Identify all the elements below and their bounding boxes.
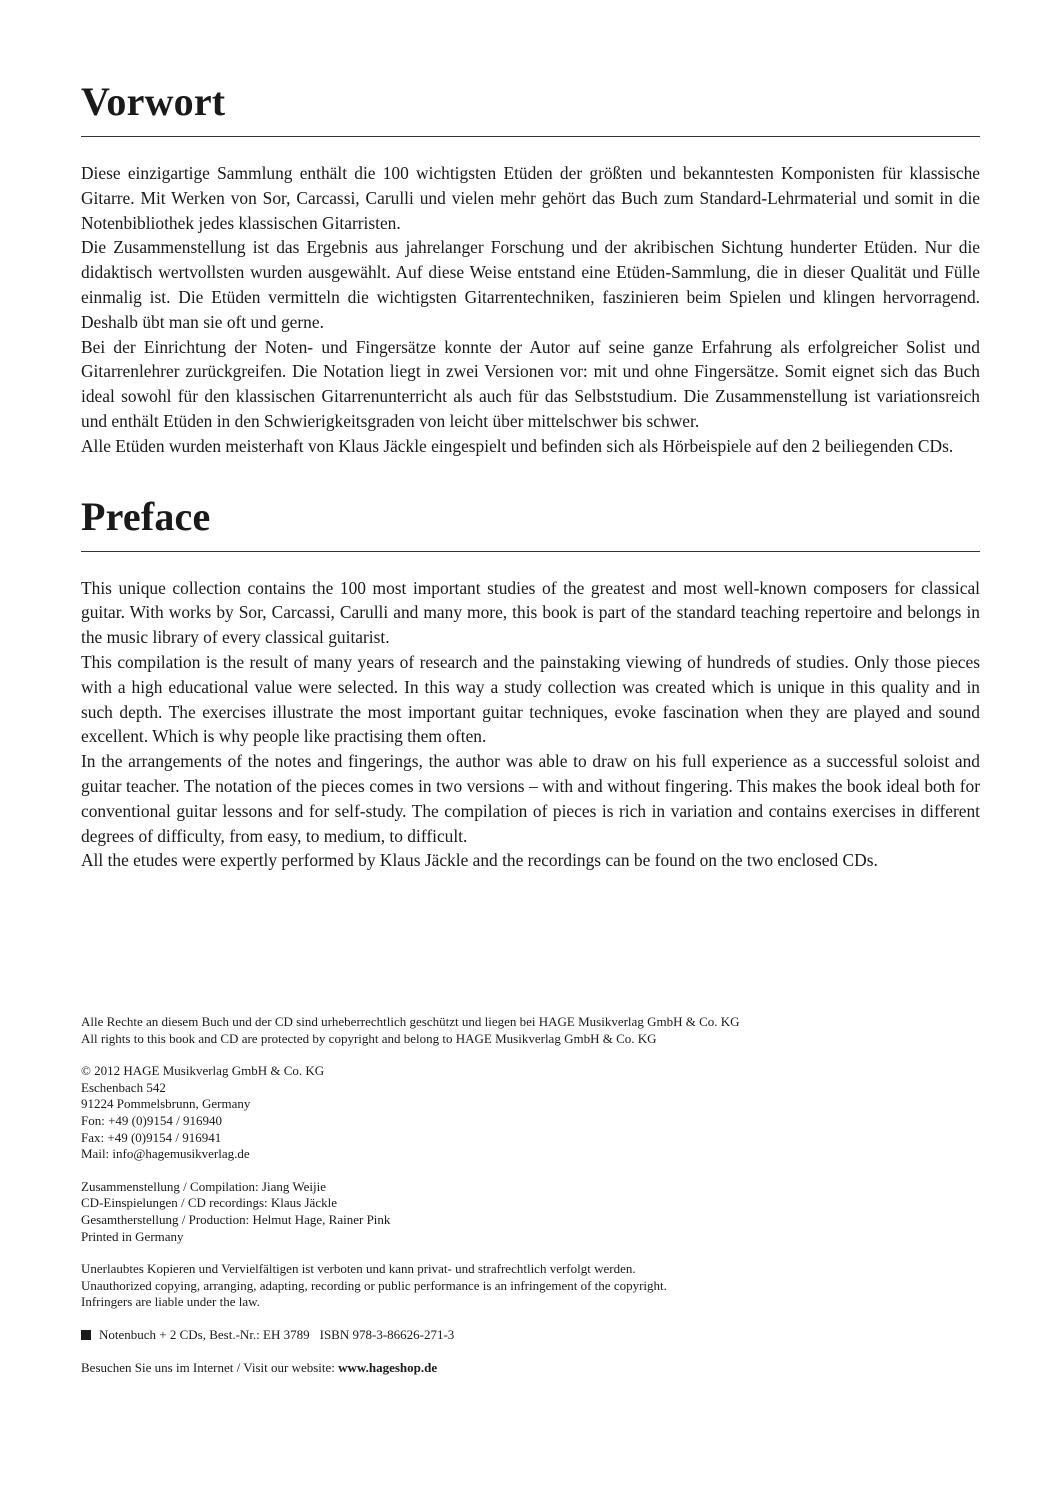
preface-title: Preface xyxy=(81,493,211,539)
copyright-notice xyxy=(81,1014,980,1047)
order-number: Notenbuch + 2 CDs, Best.-Nr.: EH 3789 xyxy=(99,1326,310,1342)
publisher-line: Fax: +49 (0)9154 / 916941 xyxy=(81,1129,222,1145)
website-line xyxy=(81,1360,980,1377)
publisher-line: 91224 Pommelsbrunn, Germany xyxy=(81,1096,251,1112)
order-info xyxy=(81,1327,980,1344)
preface-paragraph: This compilation is the result of many years of research and the painstaking viewing of hundreds of studies. Only those pieces with a high educational value were selected. In this way a study collection was created which is unique in this quality and in such depth. The exercises illustrate the most important guitar techniques, evoke fascination when they are played and sound excellent. Which is why people like practising them often. xyxy=(81,651,980,747)
page-content xyxy=(81,72,980,873)
vorwort-paragraph: Bei der Einrichtung der Noten- und Fingersätze konnte der Autor auf seine ganze Erfahrung als erfolgreicher Solist und Gitarrenlehrer zurückgreifen. Die Notation liegt in zwei Versionen vor: mit und ohne Fingersätze. Somit eignet sich das Buch ideal sowohl für den klassischen Gitarrenunterricht als auch für das Selbststudium. Die Zusammenstellung ist variationsreich und enthält Etüden in den Schwierigkeitsgraden von leicht über mittelschwer bis schwer. xyxy=(81,336,980,431)
website-link[interactable]: www.hageshop.de xyxy=(338,1359,438,1375)
preface-paragraph: All the etudes were expertly performed by Klaus Jäckle and the recordings can be found on the two enclosed CDs. xyxy=(81,850,878,871)
vorwort-paragraph: Alle Etüden wurden meisterhaft von Klaus Jäckle eingespielt und befinden sich als Hörbeispiele auf den 2 beiliegenden CDs. xyxy=(81,435,954,456)
rights-line-en: All rights to this book and CD are protected by copyright and belong to HAGE Musikverlag GmbH & Co. KG xyxy=(81,1030,657,1046)
preface-section xyxy=(81,493,980,874)
preface-paragraph: This unique collection contains the 100 most important studies of the greatest and most well-known composers for classical guitar. With works by Sor, Carcassi, Carulli and many more, this book is part of the standard teaching repertoire and belongs in the music library of every classical guitarist. xyxy=(81,577,980,648)
publisher-email: Mail: info@hagemusikverlag.de xyxy=(81,1146,250,1162)
vorwort-section xyxy=(81,78,980,459)
vorwort-paragraph: Diese einzigartige Sammlung enthält die 100 wichtigsten Etüden der größten und bekanntesten Komponisten für klassische Gitarre. Mit Werken von Sor, Carcassi, Carulli und vielen mehr gehört das Buch zum Standard-Lehrmaterial und somit in die Notenbibliothek jedes klassischen Gitarristen. xyxy=(81,163,980,233)
order-info-line xyxy=(81,1327,980,1344)
rights-line-de: Alle Rechte an diesem Buch und der CD sind urheberrechtlich geschützt und liegen bei HAGE Musikverlag GmbH & Co. KG xyxy=(81,1014,740,1029)
vorwort-divider xyxy=(81,136,980,137)
credit-line: Printed in Germany xyxy=(81,1228,184,1244)
credit-line: Zusammenstellung / Compilation: Jiang Weijie xyxy=(81,1178,326,1194)
vorwort-body xyxy=(81,161,980,459)
warning-line: Infringers are liable under the law. xyxy=(81,1294,260,1310)
publisher-address xyxy=(81,1063,980,1163)
publisher-line: Eschenbach 542 xyxy=(81,1079,166,1095)
vorwort-title: Vorwort xyxy=(81,79,226,124)
warning-line: Unauthorized copying, arranging, adapting, recording or public performance is an infringement of the copyright. xyxy=(81,1277,667,1293)
legal-imprint xyxy=(81,1014,980,1392)
credit-line: CD-Einspielungen / CD recordings: Klaus Jäckle xyxy=(81,1195,337,1211)
preface-body xyxy=(81,576,980,874)
website-info xyxy=(81,1360,980,1377)
preface-divider xyxy=(81,551,980,552)
warning-line: Unerlaubtes Kopieren und Vervielfältigen ist verboten und kann privat- und strafrechtlich verfolgt werden. xyxy=(81,1261,636,1277)
square-bullet-icon xyxy=(81,1330,91,1340)
credits xyxy=(81,1179,980,1245)
isbn: ISBN 978-3-86626-271-3 xyxy=(319,1326,455,1342)
website-label: Besuchen Sie uns im Internet / Visit our website: xyxy=(81,1359,335,1375)
vorwort-paragraph: Die Zusammenstellung ist das Ergebnis aus jahrelanger Forschung und der akribischen Sichtung hunderter Etüden. Nur die didaktisch wertvollsten wurden ausgewählt. Auf diese Weise entstand eine Etüden-Sammlung, die in dieser Qualität und Fülle einmalig ist. Die Etüden vermitteln die wichtigsten Gitarrentechniken, faszinieren beim Spielen und klingen hervorragend. Deshalb übt man sie oft und gerne. xyxy=(81,237,980,332)
credit-line: Gesamtherstellung / Production: Helmut Hage, Rainer Pink xyxy=(81,1211,391,1227)
publisher-line: © 2012 HAGE Musikverlag GmbH & Co. KG xyxy=(81,1063,325,1079)
publisher-line: Fon: +49 (0)9154 / 916940 xyxy=(81,1112,222,1128)
preface-paragraph: In the arrangements of the notes and fingerings, the author was able to draw on his full experience as a successful soloist and guitar teacher. The notation of the pieces comes in two versions – with and without fingering. This makes the book ideal both for conventional guitar lessons and for self-study. The compilation of pieces is rich in variation and contains exercises in different degrees of difficulty, from easy, to medium, to difficult. xyxy=(81,751,980,846)
copying-warning xyxy=(81,1261,980,1311)
